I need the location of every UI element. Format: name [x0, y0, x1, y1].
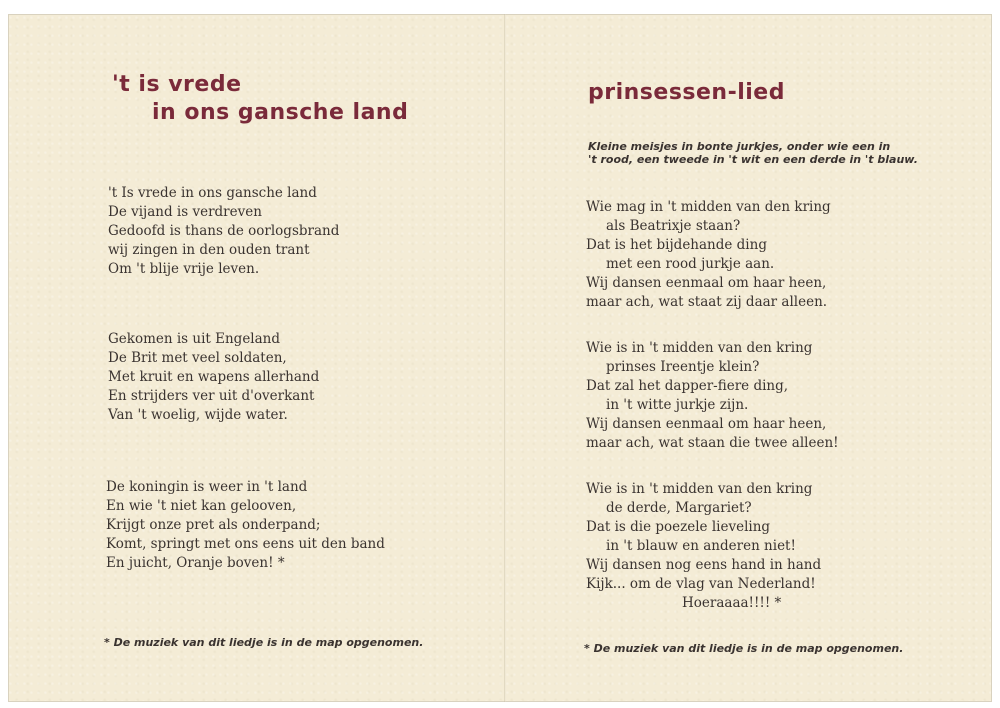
verse-line: Wie is in 't midden van den kring [586, 481, 813, 497]
verse-line: Gekomen is uit Engeland [108, 331, 281, 347]
verse-line: En wie 't niet kan gelooven, [106, 498, 297, 514]
right-footnote: * De muziek van dit liedje is in de map opgenomen. [584, 642, 904, 655]
verse-line: prinses Ireentje klein? [606, 359, 760, 375]
verse-line: Wie is in 't midden van den kring [586, 340, 813, 356]
right-stanza-3 [586, 480, 821, 594]
right-closing: Hoeraaaa!!!! * [682, 595, 782, 611]
verse-line: Wij dansen nog eens hand in hand [586, 557, 822, 573]
verse-line: De koningin is weer in 't land [106, 479, 308, 495]
verse-line: De vijand is verdreven [108, 204, 262, 220]
right-stanza-1 [586, 198, 831, 312]
verse-line: Dat is die poezele lieveling [586, 519, 771, 535]
verse-line: in 't witte jurkje zijn. [606, 397, 749, 413]
left-stanza-3 [106, 478, 385, 573]
right-stanza-2 [586, 339, 839, 453]
verse-line: wij zingen in den ouden trant [108, 242, 310, 258]
verse-line: Komt, springt met ons eens uit den band [106, 536, 385, 552]
page-fold [504, 14, 506, 702]
right-intro [588, 140, 918, 166]
intro-line: Kleine meisjes in bonte jurkjes, onder wie een in [588, 140, 891, 153]
right-title: prinsessen-lied [588, 80, 785, 105]
verse-line: De Brit met veel soldaten, [108, 350, 287, 366]
left-stanza-1 [108, 184, 339, 279]
verse-line: Dat is het bijdehande ding [586, 237, 767, 253]
verse-line: Wij dansen eenmaal om haar heen, [586, 416, 827, 432]
verse-line: Gedoofd is thans de oorlogsbrand [108, 223, 340, 239]
verse-line: Met kruit en wapens allerhand [108, 369, 320, 385]
verse-line: in 't blauw en anderen niet! [606, 538, 796, 554]
left-footnote: * De muziek van dit liedje is in de map opgenomen. [104, 636, 424, 649]
verse-line: En juicht, Oranje boven! * [106, 555, 285, 571]
verse-line: En strijders ver uit d'overkant [108, 388, 315, 404]
verse-line: Om 't blije vrije leven. [108, 261, 260, 277]
verse-line: de derde, Margariet? [606, 500, 752, 516]
verse-line: Wie mag in 't midden van den kring [586, 199, 831, 215]
verse-line: maar ach, wat staan die twee alleen! [586, 435, 839, 451]
verse-line: Kijk... om de vlag van Nederland! [586, 576, 816, 592]
intro-line: 't rood, een tweede in 't wit en een derde in 't blauw. [588, 153, 918, 166]
verse-line: met een rood jurkje aan. [606, 256, 775, 272]
verse-line: als Beatrixje staan? [606, 218, 741, 234]
left-stanza-2 [108, 330, 319, 425]
verse-line: Van 't woelig, wijde water. [108, 407, 288, 423]
left-title-line2: in ons gansche land [152, 100, 409, 125]
verse-line: Wij dansen eenmaal om haar heen, [586, 275, 827, 291]
left-title-line1: 't is vrede [112, 72, 242, 97]
verse-line: maar ach, wat staat zij daar alleen. [586, 294, 828, 310]
verse-line: Dat zal het dapper-fiere ding, [586, 378, 789, 394]
verse-line: Krijgt onze pret als onderpand; [106, 517, 321, 533]
verse-line: 't Is vrede in ons gansche land [108, 185, 317, 201]
